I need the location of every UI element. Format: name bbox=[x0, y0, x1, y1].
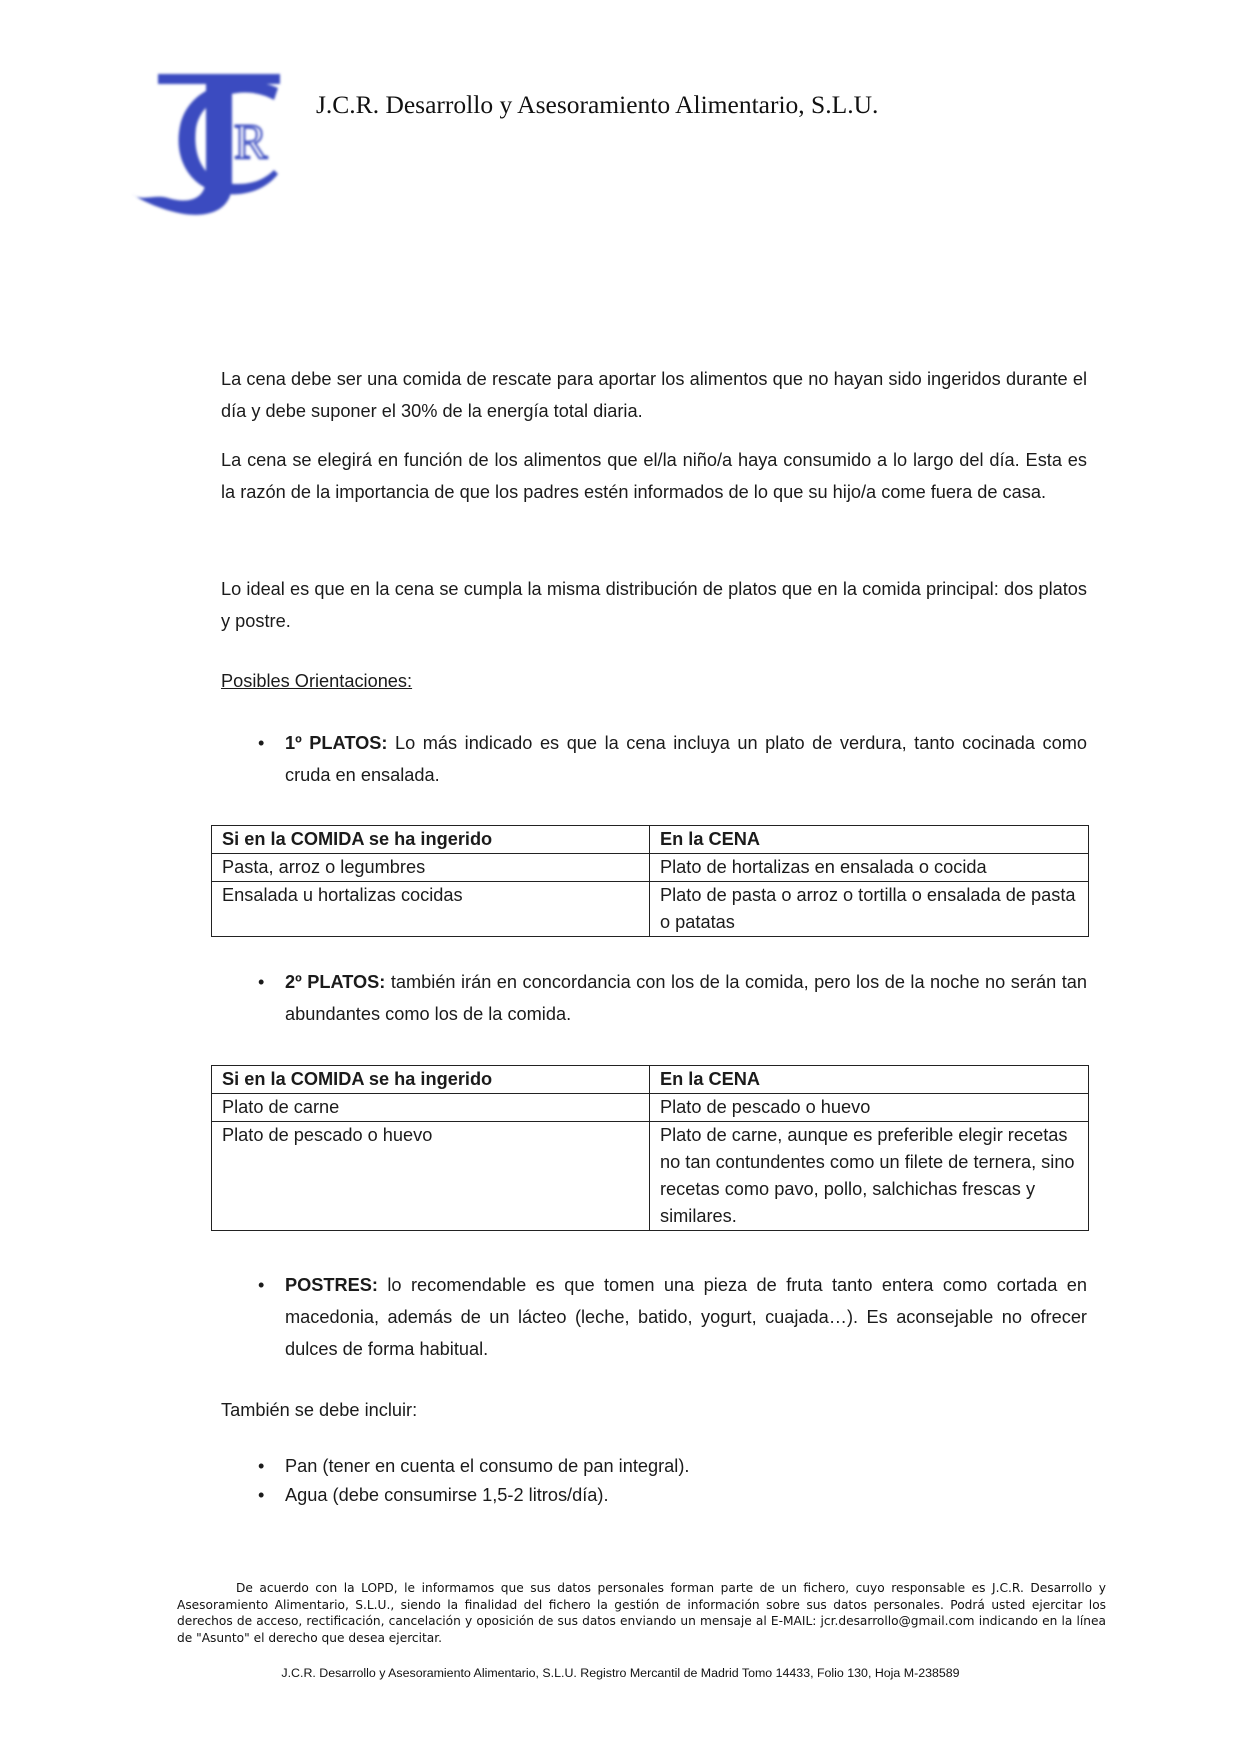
table-cell: Plato de pescado o huevo bbox=[212, 1122, 650, 1231]
table-header-row bbox=[212, 826, 1089, 854]
also-include-item bbox=[258, 1481, 1087, 1510]
table-header-cell: Si en la COMIDA se ha ingerido bbox=[212, 1066, 650, 1094]
registry-info: J.C.R. Desarrollo y Asesoramiento Alimentario, S.L.U. Registro Mercantil de Madrid Tomo 14433, Folio 130, Hoja M-238589 bbox=[281, 1666, 960, 1680]
legal-notice bbox=[177, 1580, 1106, 1646]
bullet-text: Lo más indicado es que la cena incluya un plato de verdura, tanto cocinada como cruda en ensalada. bbox=[285, 733, 1087, 785]
table-header-cell: Si en la COMIDA se ha ingerido bbox=[212, 826, 650, 854]
table-cell: Plato de pescado o huevo bbox=[650, 1094, 1089, 1122]
table-cell: Plato de carne bbox=[212, 1094, 650, 1122]
legal-notice-text: De acuerdo con la LOPD, le informamos que sus datos personales forman parte de un fichero, cuyo responsable es J.C.R. Desarrollo y Asesoramiento Alimentario, S.L.U., siendo la finalidad del fichero la gestión de información sobre sus datos personales. Podrá usted ejercitar los derechos de acceso, rectificación, cancelación y oposición de sus datos enviando un mensaje al E-MAIL: jcr.desarrollo@gmail.com indicando en la línea de "Asunto" el derecho que desea ejercitar. bbox=[177, 1581, 1106, 1645]
table-row bbox=[212, 854, 1089, 882]
also-include-item-text: Agua (debe consumirse 1,5-2 litros/día). bbox=[285, 1485, 609, 1505]
table-cell: Ensalada u hortalizas cocidas bbox=[212, 882, 650, 937]
table-cell: Plato de pasta o arroz o tortilla o ensalada de pasta o patatas bbox=[650, 882, 1089, 937]
bullet-icon: • bbox=[258, 733, 265, 753]
bullet-label: 1º PLATOS: bbox=[285, 733, 388, 753]
bullet-label: POSTRES: bbox=[285, 1275, 378, 1295]
company-logo bbox=[128, 66, 288, 221]
table-header-cell: En la CENA bbox=[650, 826, 1089, 854]
svg-text:R: R bbox=[234, 113, 268, 169]
jcr-logo-icon bbox=[128, 66, 288, 221]
bullet-first-courses bbox=[258, 727, 1087, 791]
also-include-item bbox=[258, 1452, 1087, 1481]
intro-paragraph-1: La cena debe ser una comida de rescate para aportar los alimentos que no hayan sido ingeridos durante el día y debe suponer el 30% de la energía total diaria. bbox=[221, 369, 1087, 421]
bullet-icon: • bbox=[258, 1275, 265, 1295]
table-cell: Plato de hortalizas en ensalada o cocida bbox=[650, 854, 1089, 882]
bullet-text: también irán en concordancia con los de la comida, pero los de la noche no serán tan abundantes como los de la comida. bbox=[285, 972, 1088, 1024]
intro-paragraph-2: La cena se elegirá en función de los alimentos que el/la niño/a haya consumido a lo largo del día. Esta es la razón de la importancia de que los padres estén informados de lo que su hijo/a come fuera de casa. bbox=[221, 450, 1087, 502]
company-name: J.C.R. Desarrollo y Asesoramiento Alimentario, S.L.U. bbox=[316, 90, 879, 119]
bullet-icon: • bbox=[258, 1485, 265, 1505]
table-cell: Plato de carne, aunque es preferible elegir recetas no tan contundentes como un filete de ternera, sino recetas como pavo, pollo, salchichas frescas y similares. bbox=[650, 1122, 1089, 1231]
also-include-item-text: Pan (tener en cuenta el consumo de pan integral). bbox=[285, 1456, 690, 1476]
bullet-text: lo recomendable es que tomen una pieza de fruta tanto entera como cortada en macedonia, además de un lácteo (leche, batido, yogurt, cuajada…). Es aconsejable no ofrecer dulces de forma habitual. bbox=[285, 1275, 1087, 1359]
second-courses-table bbox=[211, 1065, 1089, 1231]
table-header-row bbox=[212, 1066, 1089, 1094]
orientations-heading: Posibles Orientaciones: bbox=[221, 671, 413, 691]
table-row bbox=[212, 882, 1089, 937]
table-header-cell: En la CENA bbox=[650, 1066, 1089, 1094]
bullet-icon: • bbox=[258, 1456, 265, 1476]
intro-paragraph-3: Lo ideal es que en la cena se cumpla la misma distribución de platos que en la comida principal: dos platos y postre. bbox=[221, 579, 1087, 631]
bullet-desserts bbox=[258, 1269, 1087, 1365]
bullet-label: 2º PLATOS: bbox=[285, 972, 386, 992]
bullet-icon: • bbox=[258, 972, 265, 992]
first-courses-table bbox=[211, 825, 1089, 937]
table-row bbox=[212, 1094, 1089, 1122]
table-cell: Pasta, arroz o legumbres bbox=[212, 854, 650, 882]
also-include-heading: También se debe incluir: bbox=[221, 1400, 418, 1420]
bullet-second-courses bbox=[258, 966, 1087, 1030]
table-row bbox=[212, 1122, 1089, 1231]
